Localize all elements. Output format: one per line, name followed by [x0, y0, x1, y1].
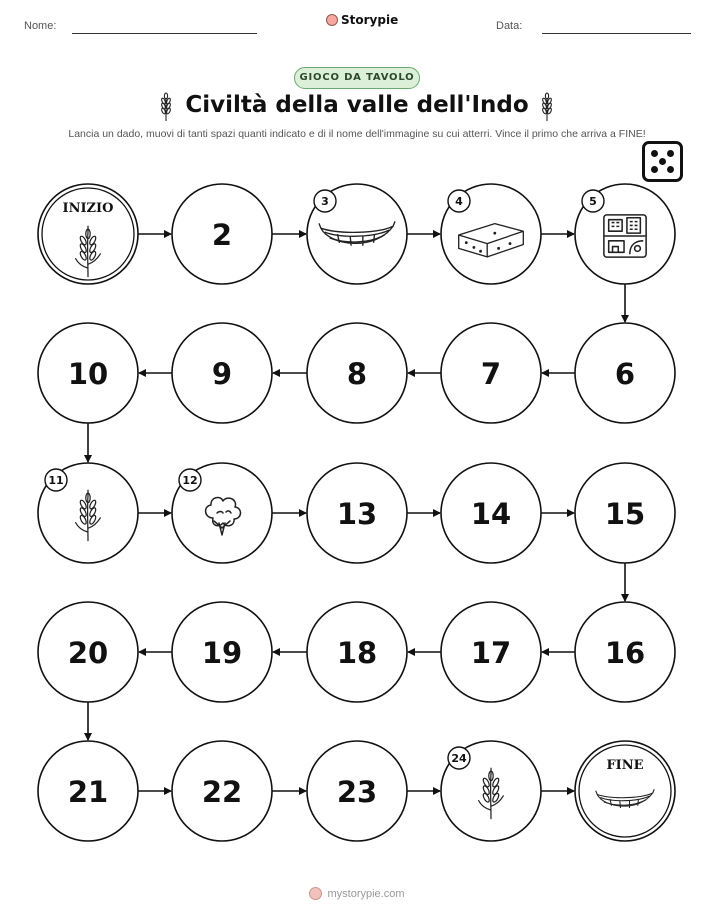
space-circle — [575, 741, 675, 841]
category-badge: GIOCO DA TAVOLO — [294, 67, 420, 89]
board-space-22[interactable] — [172, 741, 272, 841]
instructions: Lancia un dado, muovi di tanti spazi quanti indicato e di il nome dell'immagine su cui atterri. Vince il primo che arriva a FINE! — [68, 128, 646, 140]
space-number: 24 — [451, 752, 467, 765]
board-space-5[interactable] — [575, 184, 675, 284]
finish-label: FINE — [606, 758, 644, 773]
board-space-8[interactable] — [307, 323, 407, 423]
board-space-18[interactable] — [307, 602, 407, 702]
finish-space[interactable] — [575, 741, 675, 841]
board-space-16[interactable] — [575, 602, 675, 702]
space-number: 13 — [336, 497, 378, 531]
board-space-7[interactable] — [441, 323, 541, 423]
space-number: 2 — [211, 218, 233, 252]
brand-name: Storypie — [341, 13, 399, 27]
space-number: 11 — [48, 474, 64, 487]
board-space-10[interactable] — [38, 323, 138, 423]
space-number: 19 — [201, 636, 243, 670]
page-title: Civiltà della valle dell'Indo — [185, 92, 529, 118]
board-space-6[interactable] — [575, 323, 675, 423]
board-space-2[interactable] — [172, 184, 272, 284]
board-space-23[interactable] — [307, 741, 407, 841]
space-number: 3 — [321, 195, 329, 208]
board-space-13[interactable] — [307, 463, 407, 563]
space-number: 14 — [470, 497, 512, 531]
board-space-9[interactable] — [172, 323, 272, 423]
board-space-11[interactable] — [38, 463, 138, 563]
space-number: 12 — [182, 474, 198, 487]
board-space-17[interactable] — [441, 602, 541, 702]
space-number: 15 — [604, 497, 646, 531]
space-number: 22 — [201, 775, 243, 809]
space-number: 9 — [211, 357, 233, 391]
footer — [0, 887, 714, 900]
space-number: 17 — [470, 636, 512, 670]
board-space-24[interactable] — [441, 741, 541, 841]
board-space-4[interactable] — [441, 184, 541, 284]
space-number: 6 — [614, 357, 636, 391]
start-label: INIZIO — [62, 201, 114, 216]
board-space-19[interactable] — [172, 602, 272, 702]
space-number: 16 — [604, 636, 646, 670]
board-space-20[interactable] — [38, 602, 138, 702]
footer-site: mystorypie.com — [327, 887, 405, 900]
storypie-logo-icon — [309, 887, 322, 900]
start-space[interactable] — [38, 184, 138, 284]
space-number: 21 — [67, 775, 109, 809]
name-label: Nome: — [24, 20, 57, 32]
board-space-3[interactable] — [307, 184, 407, 284]
space-number: 7 — [480, 357, 502, 391]
space-number: 20 — [67, 636, 109, 670]
space-number: 18 — [336, 636, 378, 670]
space-number: 4 — [455, 195, 463, 208]
space-number: 8 — [346, 357, 368, 391]
board-space-21[interactable] — [38, 741, 138, 841]
space-number: 5 — [589, 195, 597, 208]
board-space-15[interactable] — [575, 463, 675, 563]
board-space-12[interactable] — [172, 463, 272, 563]
space-number: 10 — [67, 357, 109, 391]
board-space-14[interactable] — [441, 463, 541, 563]
date-label: Data: — [496, 20, 523, 32]
space-number: 23 — [336, 775, 378, 809]
